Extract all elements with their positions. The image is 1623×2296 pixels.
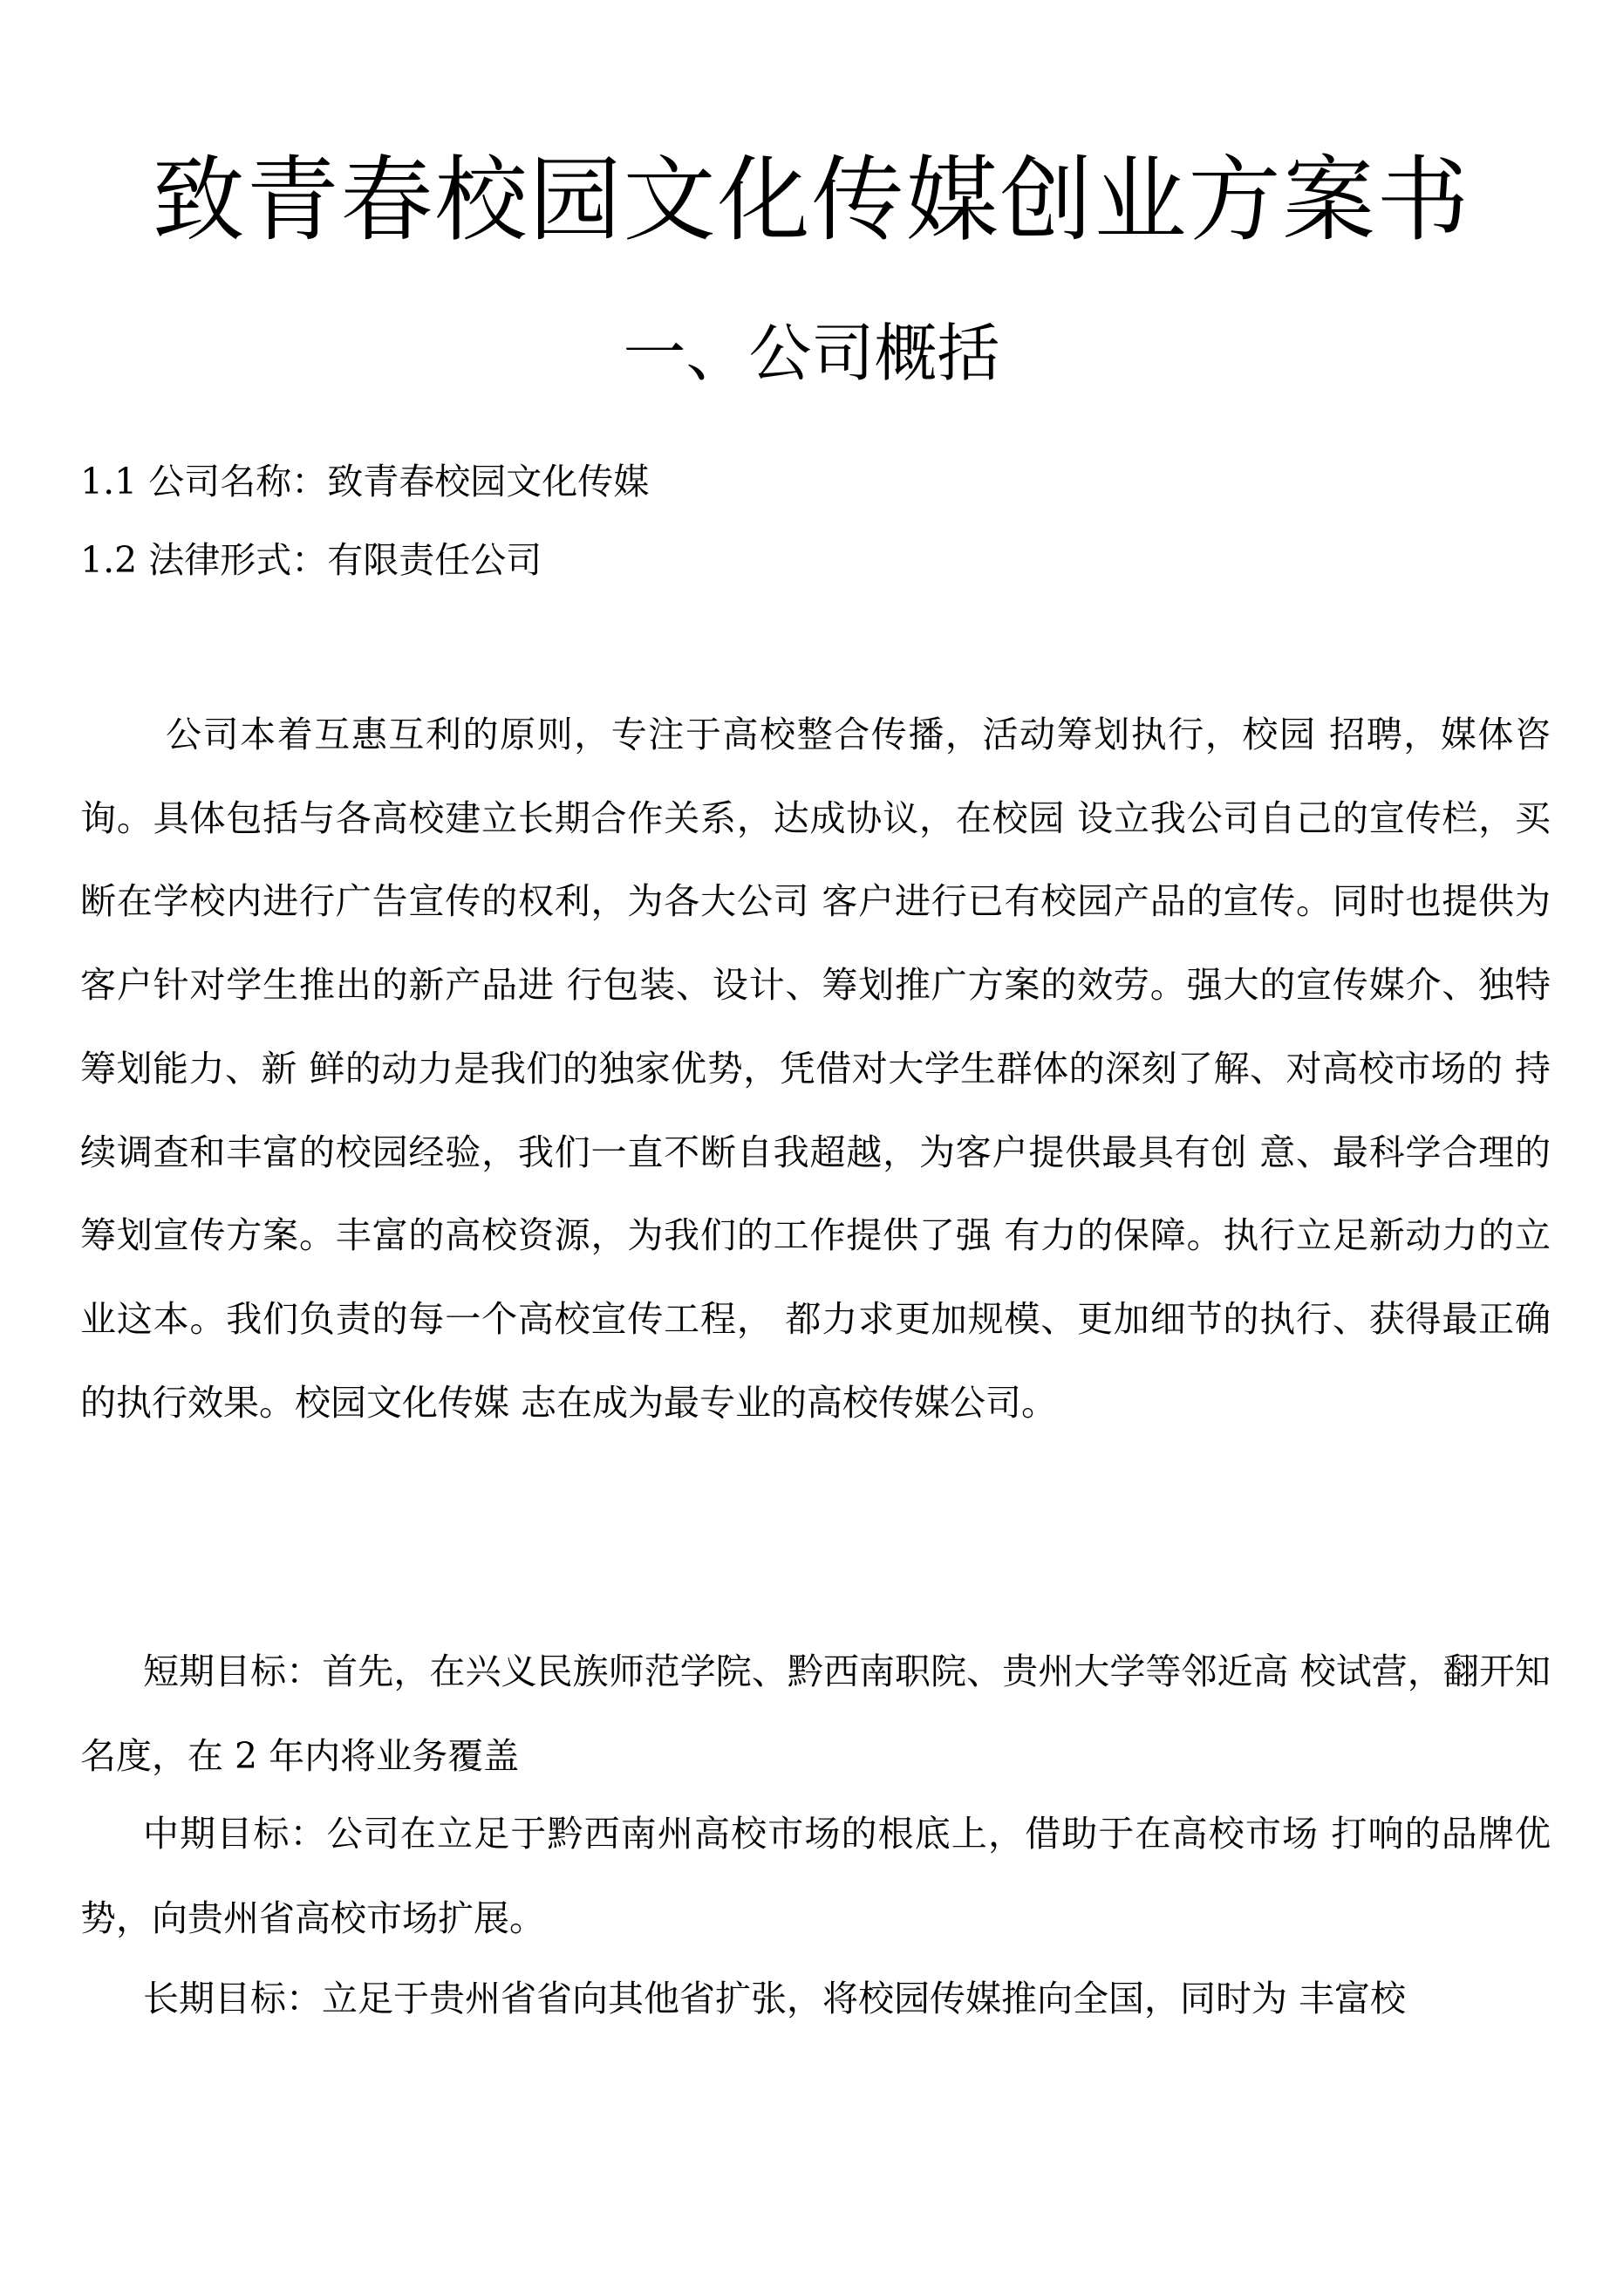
short-term-goal: 短期目标：首先，在兴义民族师范学院、黔西南职院、贵州大学等邻近高 校试营，翻开知名度，在 2 年内将业务覆盖 <box>80 1650 1551 1777</box>
legal-form-line: 1.2 法律形式：有限责任公司 <box>80 539 542 581</box>
intro-paragraph: 公司本着互惠互利的原则，专注于高校整合传播，活动筹划执行，校园 招聘，媒体咨询。具体包括与各高校建立长期合作关系，达成协议，在校园 设立我公司自己的宣传栏，买断在学校内进行广告宣传的权利，为各大公司 客户进行已有校园产品的宣传。同时也提供为客户针对学生推出的新产品进 行包装、设计、筹划推广方案的效劳。强大的宣传媒介、独特筹划能力、新 鲜的动力是我们的独家优势，凭借对大学生群体的深刻了解、对高校市场的 持续调查和丰富的校园经验，我们一直不断自我超越，为客户提供最具有创 意、最科学合理的筹划宣传方案。丰富的高校资源，为我们的工作提供了强 有力的保障。执行立足新动力的立业这本。我们负责的每一个高校宣传工程， 都力求更加规模、更加细节的执行、获得最正确的执行效果。校园文化传媒 志在成为最专业的高校传媒公司。 <box>80 714 1551 1424</box>
document-title: 致青春校园文化传媒创业方案书 <box>152 147 1471 254</box>
company-name-line: 1.1 公司名称：致青春校园文化传媒 <box>80 461 650 502</box>
section-heading: 一、公司概括 <box>623 317 1000 390</box>
long-term-goal: 长期目标：立足于贵州省省向其他省扩张，将校园传媒推向全国，同时为 丰富校 <box>143 1978 1407 2019</box>
mid-term-goal: 中期目标：公司在立足于黔西南州高校市场的根底上，借助于在高校市场 打响的品牌优势，向贵州省高校市场扩展。 <box>80 1813 1551 1939</box>
